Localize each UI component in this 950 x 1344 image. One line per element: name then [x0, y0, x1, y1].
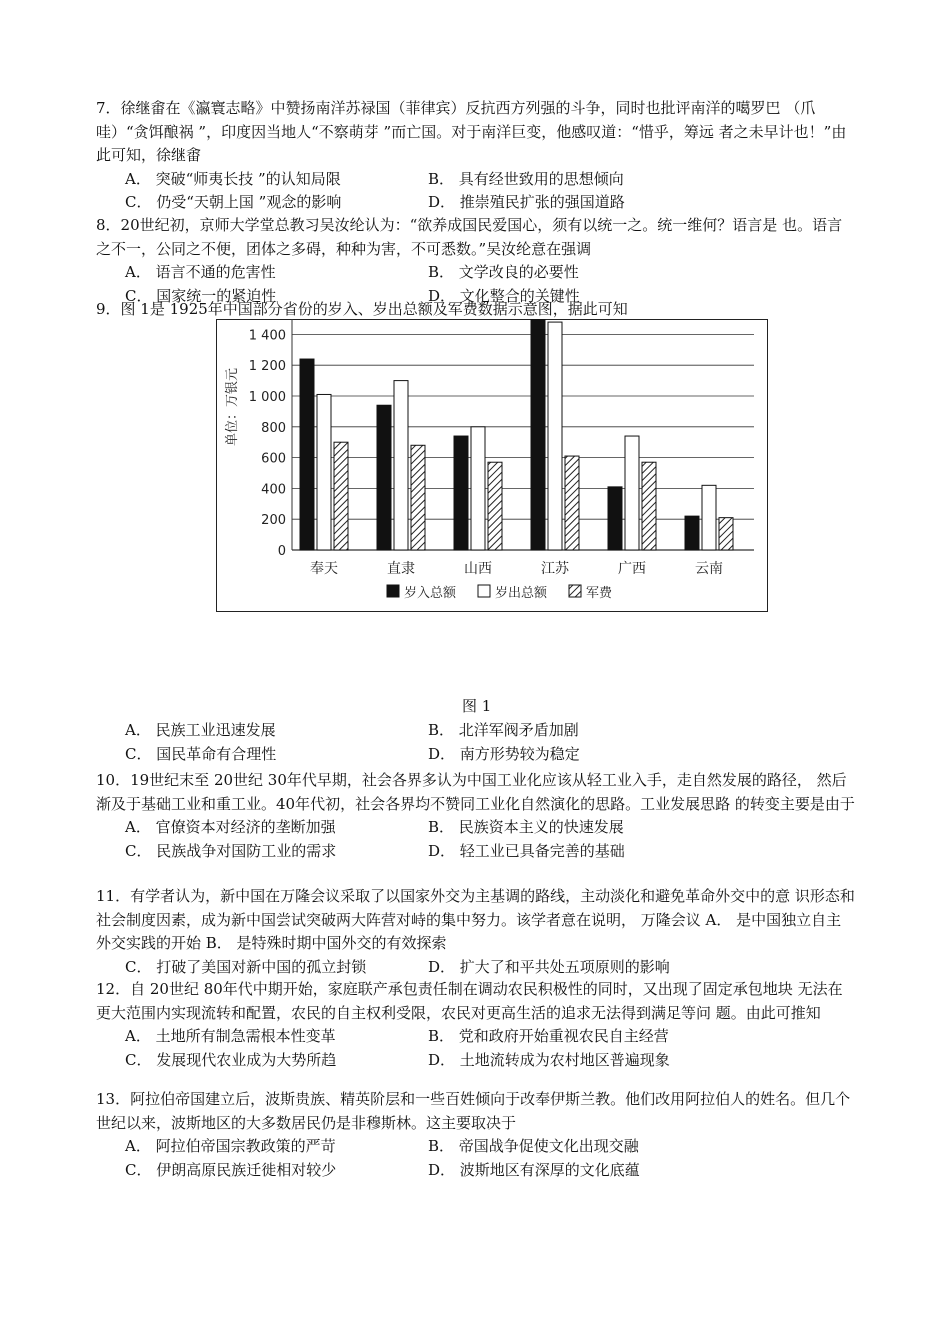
bar-军费: [334, 442, 348, 550]
bar-军费: [411, 445, 425, 550]
legend-swatch: [569, 585, 581, 597]
bar-岁入总额: [454, 436, 468, 550]
legend-swatch: [387, 585, 399, 597]
bar-岁出总额: [625, 436, 639, 550]
question-stem: 12．自 20世纪 80年代中期开始，家庭联产承包责任制在调动农民积极性的同时，又出现了固定承包地块 无法在更大范围内实现流转和配置，农民的自主权利受限，农民对更高生活的追求无法得到满足等问 题。由此可推知: [96, 980, 843, 1022]
option-row: [96, 191, 856, 215]
option-d[interactable]: D． 推崇殖民扩张的强国道路: [428, 193, 625, 211]
x-tick-label: 云南: [695, 561, 723, 577]
y-tick-label: 1 200: [248, 359, 286, 375]
question-stem: 7．徐继畬在《瀛寰志略》中赞扬南洋苏禄国（菲律宾）反抗西方列强的斗争，同时也批评南洋的噶罗巴 （爪哇）“贪饵酿祸 ”，印度因当地人“不察萌芽 ”而亡国。对于南洋巨变，他感叹道：“惜乎，筹远 者之未早计也！”由此可知，徐继畬: [96, 99, 847, 164]
y-tick-label: 1 400: [248, 328, 286, 344]
y-tick-label: 1 000: [248, 390, 286, 405]
option-d[interactable]: D． 波斯地区有深厚的文化底蕴: [428, 1160, 640, 1179]
question-7: [96, 97, 856, 215]
option-a[interactable]: A． 突破“师夷长技 ”的认知局限: [125, 169, 341, 188]
option-row: [96, 816, 856, 840]
question-stem: 8．20世纪初，京师大学堂总教习吴汝纶认为：“欲养成国民爱国心，须有以统一之。统一维何？语言是 也。语言之不一，公同之不便，团体之多碍，种种为害，不可悉数。”吴汝纶意在强调: [96, 216, 843, 258]
y-tick-label: 600: [261, 451, 286, 467]
option-d[interactable]: D． 文化整合的关键性: [428, 286, 580, 305]
question-stem: 9．图 1是 1925年中国部分省份的岁入、岁出总额及军费数据示意图，据此可知: [96, 300, 628, 318]
question-9: [96, 298, 856, 322]
y-tick-label: 800: [261, 420, 286, 436]
legend-label: 岁入总额: [404, 586, 457, 601]
figure-caption: 图 1: [462, 697, 492, 715]
question-9-options: [96, 719, 856, 766]
bar-岁出总额: [471, 427, 485, 550]
option-row: [96, 1025, 856, 1049]
bar-岁出总额: [548, 322, 562, 550]
y-tick-label: 200: [261, 513, 286, 529]
option-c[interactable]: C． 仍受“天朝上国 ”观念的影响: [125, 193, 342, 211]
option-c[interactable]: C． 伊朗高原民族迁徙相对较少: [125, 1160, 337, 1179]
question-stem: 10．19世纪末至 20世纪 30年代早期，社会各界多认为中国工业化应该从轻工业入手，走自然发展的路径， 然后渐及于基础工业和重工业。40年代初，社会各界均不赞同工业化自然演化的思路。工业发展思路 的转变主要是由于: [96, 771, 855, 813]
bar-岁入总额: [300, 359, 314, 550]
legend-label: 军费: [586, 586, 613, 601]
option-row: [96, 261, 856, 285]
option-b[interactable]: B． 党和政府开始重视农民自主经营: [428, 1027, 669, 1045]
option-a[interactable]: A． 土地所有制急需根本性变革: [125, 1027, 336, 1045]
option-row: [96, 1135, 856, 1159]
option-c[interactable]: C． 民族战争对国防工业的需求: [125, 841, 337, 860]
option-row: [96, 1049, 856, 1073]
x-tick-label: 广西: [618, 561, 646, 577]
bar-岁出总额: [702, 485, 716, 550]
option-b[interactable]: B． 具有经世致用的思想倾向: [428, 169, 624, 188]
option-d[interactable]: D． 扩大了和平共处五项原则的影响: [428, 957, 670, 976]
option-row: [96, 719, 856, 743]
option-d[interactable]: D． 轻工业已具备完善的基础: [428, 841, 625, 860]
option-b[interactable]: B． 帝国战争促使文化出现交融: [428, 1137, 639, 1155]
option-c[interactable]: C． 打破了美国对新中国的孤立封锁: [125, 957, 367, 976]
option-c[interactable]: C． 发展现代农业成为大势所趋: [125, 1050, 337, 1069]
legend-swatch: [478, 585, 490, 597]
question-stem: 11．有学者认为，新中国在万隆会议采取了以国家外交为主基调的路线，主动淡化和避免革命外交中的意 识形态和社会制度因素，成为新中国尝试突破两大阵营对峙的集中努力。该学者意在说明， 万隆会议 A． 是中国独立自主外交实践的开始 B． 是特殊时期中国外交的有效探索: [96, 887, 855, 952]
x-tick-label: 奉天: [310, 561, 338, 577]
legend-label: 岁出总额: [495, 586, 548, 601]
option-row: [96, 168, 856, 192]
option-d[interactable]: D． 南方形势较为稳定: [428, 744, 580, 763]
bar-岁入总额: [377, 405, 391, 550]
option-a[interactable]: A． 民族工业迅速发展: [125, 721, 276, 739]
bar-岁入总额: [685, 516, 699, 550]
bar-军费: [719, 518, 733, 550]
option-a[interactable]: A． 官僚资本对经济的垄断加强: [125, 818, 336, 836]
question-10: [96, 769, 856, 863]
option-row: [96, 1159, 856, 1183]
bar-岁出总额: [317, 394, 331, 550]
question-13: [96, 1088, 856, 1182]
bar-军费: [565, 456, 579, 550]
option-b[interactable]: B． 文学改良的必要性: [428, 263, 579, 281]
y-tick-label: 0: [277, 544, 286, 559]
bar-军费: [488, 462, 502, 550]
chart-svg: [216, 319, 768, 612]
question-8: [96, 214, 856, 308]
option-c[interactable]: C． 国民革命有合理性: [125, 744, 277, 763]
option-d[interactable]: D． 土地流转成为农村地区普遍现象: [428, 1050, 670, 1069]
bar-chart: [216, 319, 768, 612]
question-11: [96, 885, 856, 979]
y-tick-label: 400: [261, 482, 286, 498]
bar-岁入总额: [608, 487, 622, 550]
option-row: [96, 956, 856, 980]
bar-岁出总额: [394, 381, 408, 550]
option-row: [96, 840, 856, 864]
y-axis-label: 单位：万银元: [225, 367, 240, 447]
bar-军费: [642, 462, 656, 550]
question-stem: 13．阿拉伯帝国建立后，波斯贵族、精英阶层和一些百姓倾向于改奉伊斯兰教。他们改用阿拉伯人的姓名。但几个世纪以来，波斯地区的大多数居民仍是非穆斯林。这主要取决于: [96, 1090, 851, 1132]
option-a[interactable]: A． 语言不通的危害性: [125, 263, 276, 281]
x-tick-label: 山西: [464, 561, 492, 577]
option-row: [96, 743, 856, 767]
option-b[interactable]: B． 民族资本主义的快速发展: [428, 818, 624, 836]
question-12: [96, 978, 856, 1072]
option-a[interactable]: A． 阿拉伯帝国宗教政策的严苛: [125, 1137, 336, 1155]
option-c[interactable]: C． 国家统一的紧迫性: [125, 286, 277, 305]
x-tick-label: 江苏: [541, 561, 569, 577]
bar-岁入总额: [531, 319, 545, 550]
option-b[interactable]: B． 北洋军阀矛盾加剧: [428, 721, 579, 739]
x-tick-label: 直隶: [387, 561, 415, 577]
